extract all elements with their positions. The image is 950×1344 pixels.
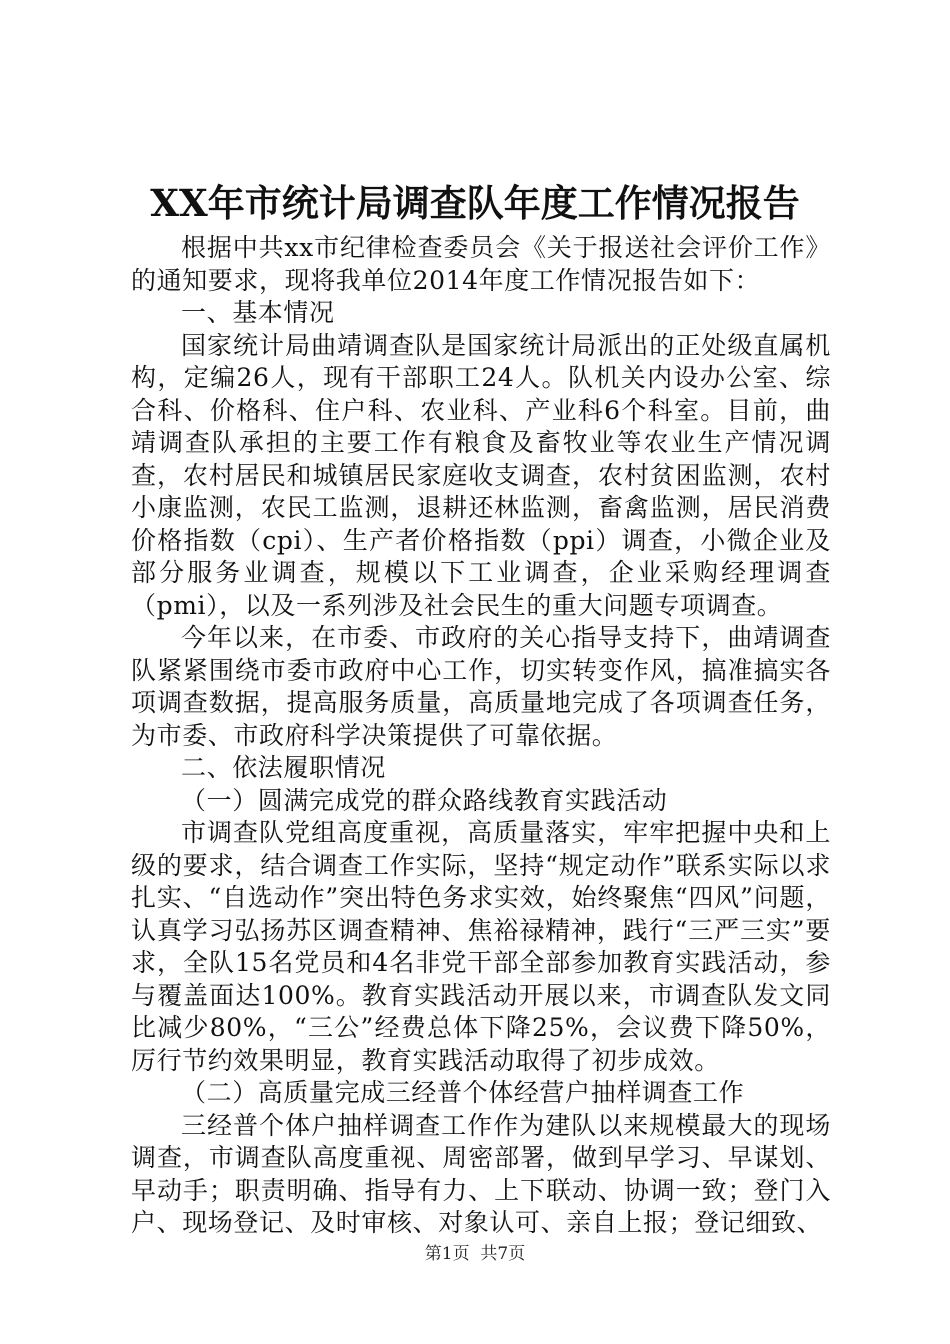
progress-paragraph: 今年以来，在市委、市政府的关心指导支持下，曲靖调查队紧紧围绕市委市政府中心工作，切实转变作风，搞准搞实各项调查数据，提高服务质量，高质量地完成了各项调查任务，为市委、市政府科学决策提供了可靠依据。 [131, 623, 831, 750]
document-body [131, 232, 831, 1240]
page-footer [0, 1243, 950, 1265]
census-paragraph: 三经普个体户抽样调查工作作为建队以来规模最大的现场调查，市调查队高度重视、周密部署，做到早学习、早谋划、早动手；职责明确、指导有力、上下联动、协调一致；登门入户、现场登记、及时审核、对象认可、亲自上报；登记细致、 [131, 1110, 831, 1237]
section-heading-duties: 二、依法履职情况 [181, 753, 386, 782]
basic-info-paragraph: 国家统计局曲靖调查队是国家统计局派出的正处级直属机构，定编26人，现有干部职工24人。队机关内设办公室、综合科、价格科、住户科、农业科、产业科6个科室。目前，曲靖调查队承担的主要工作有粮食及畜牧业等农业生产情况调查，农村居民和城镇居民家庭收支调查，农村贫困监测，农村小康监测，农民工监测，退耕还林监测，畜禽监测，居民消费价格指数（cpi）、生产者价格指数（ppi）调查，小微企业及部分服务业调查，规模以下工业调查，企业采购经理调查（pmi），以及一系列涉及社会民生的重大问题专项调查。 [131, 330, 831, 620]
document-title: XX年市统计局调查队年度工作情况报告 [150, 181, 800, 225]
education-paragraph: 市调查队党组高度重视，高质量落实，牢牢把握中央和上级的要求，结合调查工作实际，坚持“规定动作”联系实际以求扎实、“自选动作”突出特色务求实效，始终聚焦“四风”问题，认真学习弘扬苏区调查精神、焦裕禄精神，践行“三严三实”要求，全队15名党员和4名非党干部全部参加教育实践活动，参与覆盖面达100%。教育实践活动开展以来，市调查队发文同比减少80%，“三公”经费总体下降25%，会议费下降50%，厉行节约效果明显，教育实践活动取得了初步成效。 [131, 818, 831, 1075]
page-number: 第1页 共7页 [424, 1244, 526, 1264]
intro-paragraph: 根据中共xx市纪律检查委员会《关于报送社会评价工作》的通知要求，现将我单位2014年度工作情况报告如下： [131, 233, 831, 295]
subsection-heading-census: （二）高质量完成三经普个体经营户抽样调查工作 [181, 1078, 745, 1107]
section-heading-basic-info: 一、基本情况 [181, 298, 335, 327]
subsection-heading-education: （一）圆满完成党的群众路线教育实践活动 [181, 785, 668, 815]
